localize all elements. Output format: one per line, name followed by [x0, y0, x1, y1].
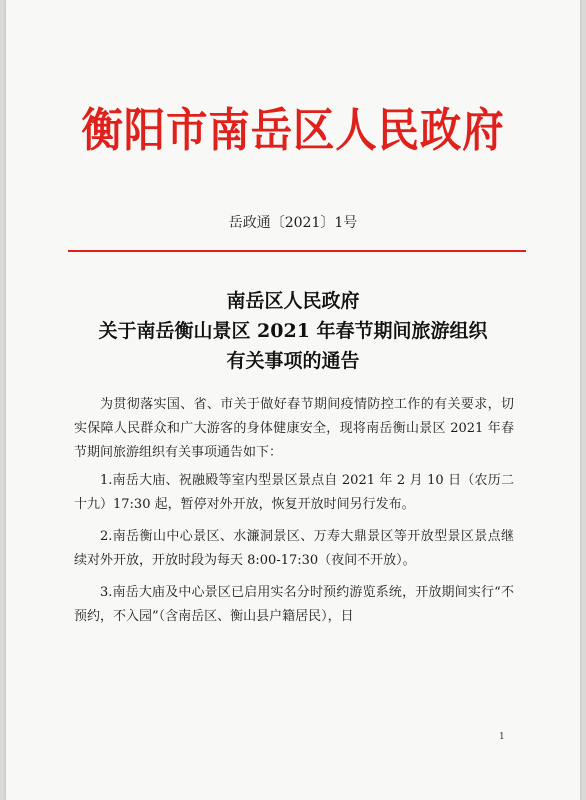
- body-item-2: 2.南岳衡山中心景区、水濂洞景区、万寿大鼎景区等开放型景区景点继续对外开放，开放时段为每天 8:00-17:30（夜间不开放）。: [74, 529, 514, 568]
- body-item-3: 3.南岳大庙及中心景区已启用实名分时预约游览系统，开放期间实行“不预约，不入园”（含南岳区、衡山县户籍居民），日: [74, 585, 514, 624]
- body-item-1: 1.南岳大庙、祝融殿等室内型景区景点自 2021 年 2 月 10 日（农历二十九）17:30 起，暂停对外开放，恢复开放时间另行发布。: [74, 473, 514, 512]
- notice-body: [74, 393, 514, 637]
- notice-title-line-3: 有关事项的通告: [226, 350, 360, 372]
- red-divider-line: [68, 250, 526, 252]
- body-intro-paragraph: 为贯彻落实国、省、市关于做好春节期间疫情防控工作的有关要求，切实保障人民群众和广大游客的身体健康安全，现将南岳衡山景区 2021 年春节期间旅游组织有关事项通告如下：: [74, 397, 514, 460]
- page-number: 1: [499, 732, 505, 742]
- notice-title: [6, 286, 580, 376]
- notice-title-line-1: 南岳区人民政府: [226, 290, 360, 312]
- issuer-header-title: 衡阳市南岳区人民政府: [81, 103, 505, 157]
- document-page: [6, 0, 580, 800]
- document-number: 岳政通〔2021〕1号: [228, 215, 358, 231]
- notice-title-line-2: 关于南岳衡山景区 2021 年春节期间旅游组织: [98, 320, 488, 342]
